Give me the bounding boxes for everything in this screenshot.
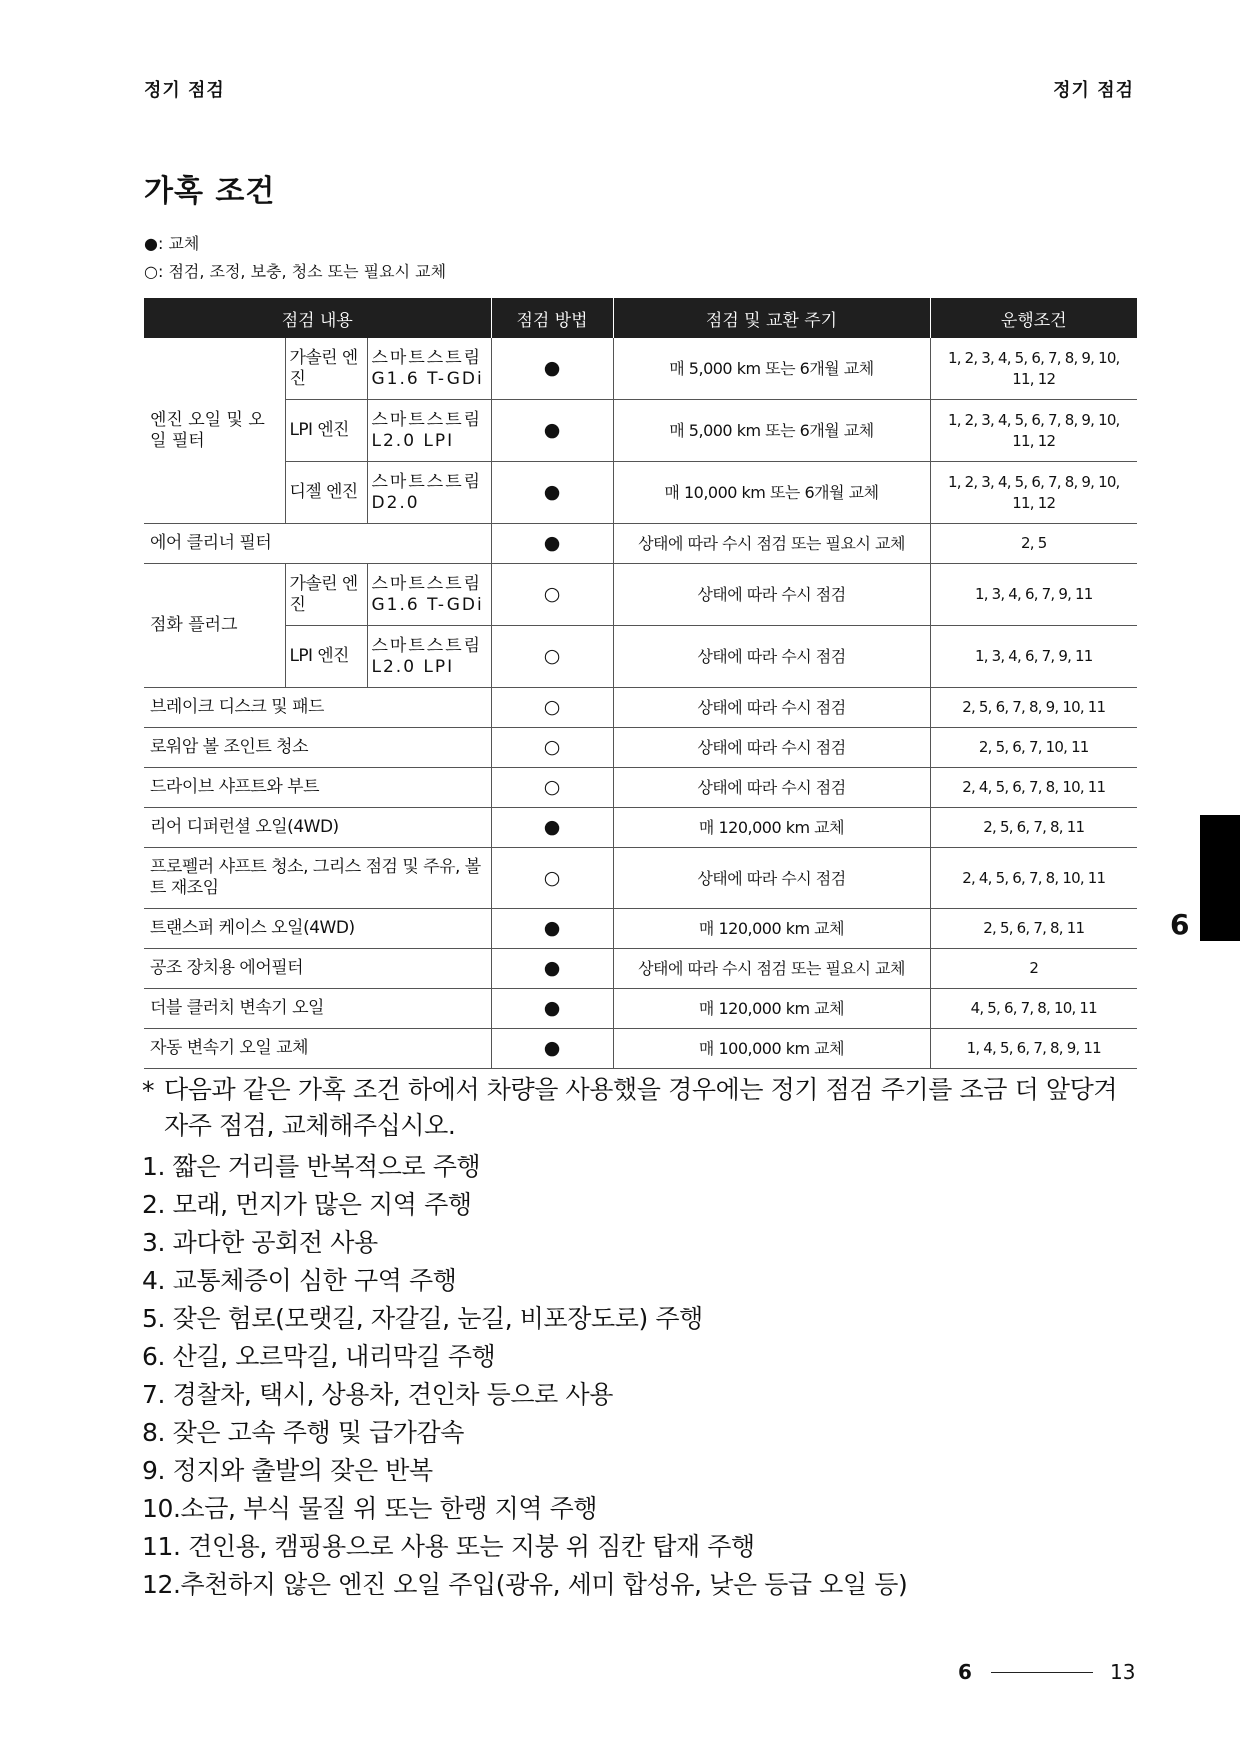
group-label: 엔진 오일 및 오일 필터 — [144, 338, 285, 524]
method-symbol: ○ — [491, 848, 613, 909]
header-cycle: 점검 및 교환 주기 — [613, 298, 930, 338]
table-row — [144, 1029, 1137, 1069]
footer-chapter: 6 — [958, 1660, 972, 1684]
section-title: 가혹 조건 — [144, 174, 276, 209]
list-item: 3. 과다한 공회전 사용 — [142, 1228, 378, 1257]
header-item: 점검 내용 — [144, 298, 491, 338]
list-item: 2. 모래, 먼지가 많은 지역 주행 — [142, 1190, 472, 1219]
list-item: 10.소금, 부식 물질 위 또는 한랭 지역 주행 — [142, 1494, 598, 1523]
chapter-tab-number: 6 — [1170, 908, 1190, 941]
method-symbol: ● — [491, 949, 613, 989]
notes-intro-text: 다음과 같은 가혹 조건 하에서 차량을 사용했을 경우에는 정기 점검 주기를 조금 더 앞당겨 자주 점검, 교체해주십시오. — [164, 1075, 1118, 1140]
item-label: 자동 변속기 오일 교체 — [144, 1029, 491, 1069]
header-method: 점검 방법 — [491, 298, 613, 338]
conditions-cell: 2, 5, 6, 7, 8, 11 — [930, 808, 1137, 848]
cycle-cell: 상태에 따라 수시 점검 — [613, 688, 930, 728]
cycle-cell: 매 100,000 km 교체 — [613, 1029, 930, 1069]
legend — [144, 230, 446, 286]
list-item: 4. 교통체증이 심한 구역 주행 — [142, 1266, 457, 1295]
table-row — [144, 989, 1137, 1029]
cycle-cell: 상태에 따라 수시 점검 또는 필요시 교체 — [613, 524, 930, 564]
table-row — [144, 808, 1137, 848]
conditions-cell: 1, 2, 3, 4, 5, 6, 7, 8, 9, 10, 11, 12 — [930, 400, 1137, 462]
table-row — [144, 688, 1137, 728]
method-symbol: ● — [491, 1029, 613, 1069]
header-conditions: 운행조건 — [930, 298, 1137, 338]
chapter-thumb-tab — [1200, 815, 1240, 941]
conditions-cell: 2, 4, 5, 6, 7, 8, 10, 11 — [930, 768, 1137, 808]
running-header-left: 정기 점검 — [144, 80, 225, 101]
item-label: 리어 디퍼런셜 오일(4WD) — [144, 808, 491, 848]
method-symbol: ○ — [491, 626, 613, 688]
severe-conditions-notes — [142, 1072, 1142, 1604]
method-symbol: ● — [491, 462, 613, 524]
list-item: 5. 잦은 험로(모랫길, 자갈길, 눈길, 비포장도로) 주행 — [142, 1304, 703, 1333]
cycle-cell: 상태에 따라 수시 점검 — [613, 626, 930, 688]
method-symbol: ● — [491, 808, 613, 848]
item-label: 더블 클러치 변속기 오일 — [144, 989, 491, 1029]
notes-intro — [142, 1072, 1142, 1144]
conditions-cell: 1, 3, 4, 6, 7, 9, 11 — [930, 564, 1137, 626]
engine-model: 스마트스트림 D2.0 — [367, 462, 491, 524]
conditions-list — [142, 1148, 1142, 1604]
engine-model: 스마트스트림 L2.0 LPI — [367, 400, 491, 462]
engine-model: 스마트스트림 L2.0 LPI — [367, 626, 491, 688]
footer-page-number: 13 — [1110, 1660, 1136, 1684]
item-label: 브레이크 디스크 및 패드 — [144, 688, 491, 728]
cycle-cell: 상태에 따라 수시 점검 — [613, 768, 930, 808]
cycle-cell: 상태에 따라 수시 점검 또는 필요시 교체 — [613, 949, 930, 989]
conditions-cell: 2, 5, 6, 7, 8, 9, 10, 11 — [930, 688, 1137, 728]
engine-model: 스마트스트림 G1.6 T-GDi — [367, 338, 491, 400]
method-symbol: ● — [491, 909, 613, 949]
engine-type: LPI 엔진 — [285, 400, 367, 462]
table-row — [144, 564, 1137, 626]
item-label: 트랜스퍼 케이스 오일(4WD) — [144, 909, 491, 949]
conditions-cell: 2, 5, 6, 7, 10, 11 — [930, 728, 1137, 768]
list-item: 9. 정지와 출발의 잦은 반복 — [142, 1456, 433, 1485]
conditions-cell: 1, 4, 5, 6, 7, 8, 9, 11 — [930, 1029, 1137, 1069]
method-symbol: ● — [491, 524, 613, 564]
group-label: 점화 플러그 — [144, 564, 285, 688]
maintenance-table — [144, 298, 1137, 1069]
item-label: 로워암 볼 조인트 청소 — [144, 728, 491, 768]
table-row — [144, 909, 1137, 949]
list-item: 1. 짧은 거리를 반복적으로 주행 — [142, 1152, 481, 1181]
list-item: 12.추천하지 않은 엔진 오일 주입(광유, 세미 합성유, 낮은 등급 오일 등) — [142, 1570, 908, 1599]
cycle-cell: 매 10,000 km 또는 6개월 교체 — [613, 462, 930, 524]
conditions-cell: 1, 2, 3, 4, 5, 6, 7, 8, 9, 10, 11, 12 — [930, 338, 1137, 400]
table-row — [144, 848, 1137, 909]
running-header-right: 정기 점검 — [1053, 80, 1134, 101]
cycle-cell: 매 120,000 km 교체 — [613, 808, 930, 848]
engine-type: 디젤 엔진 — [285, 462, 367, 524]
legend-inspect: ○: 점검, 조정, 보충, 청소 또는 필요시 교체 — [144, 262, 447, 281]
list-item: 11. 견인용, 캠핑용으로 사용 또는 지붕 위 짐칸 탑재 주행 — [142, 1532, 755, 1561]
table-row — [144, 400, 1137, 462]
list-item: 8. 잦은 고속 주행 및 급가감속 — [142, 1418, 465, 1447]
cycle-cell: 매 120,000 km 교체 — [613, 909, 930, 949]
table-row — [144, 949, 1137, 989]
table-header-row — [144, 298, 1137, 338]
cycle-cell: 상태에 따라 수시 점검 — [613, 848, 930, 909]
cycle-cell: 매 5,000 km 또는 6개월 교체 — [613, 400, 930, 462]
conditions-cell: 4, 5, 6, 7, 8, 10, 11 — [930, 989, 1137, 1029]
method-symbol: ○ — [491, 768, 613, 808]
method-symbol: ○ — [491, 688, 613, 728]
footer-divider — [991, 1672, 1093, 1673]
list-item: 6. 산길, 오르막길, 내리막길 주행 — [142, 1342, 496, 1371]
conditions-cell: 1, 2, 3, 4, 5, 6, 7, 8, 9, 10, 11, 12 — [930, 462, 1137, 524]
method-symbol: ○ — [491, 564, 613, 626]
conditions-cell: 1, 3, 4, 6, 7, 9, 11 — [930, 626, 1137, 688]
cycle-cell: 상태에 따라 수시 점검 — [613, 728, 930, 768]
cycle-cell: 상태에 따라 수시 점검 — [613, 564, 930, 626]
legend-replace: ●: 교체 — [144, 234, 200, 253]
conditions-cell: 2 — [930, 949, 1137, 989]
item-label: 에어 클리너 필터 — [144, 524, 491, 564]
engine-type: 가솔린 엔진 — [285, 564, 367, 626]
table-row — [144, 728, 1137, 768]
method-symbol: ● — [491, 989, 613, 1029]
list-item: 7. 경찰차, 택시, 상용차, 견인차 등으로 사용 — [142, 1380, 613, 1409]
item-label: 드라이브 샤프트와 부트 — [144, 768, 491, 808]
table-row — [144, 338, 1137, 400]
conditions-cell: 2, 5 — [930, 524, 1137, 564]
table-row — [144, 768, 1137, 808]
item-label: 공조 장치용 에어필터 — [144, 949, 491, 989]
conditions-cell: 2, 4, 5, 6, 7, 8, 10, 11 — [930, 848, 1137, 909]
method-symbol: ● — [491, 338, 613, 400]
cycle-cell: 매 5,000 km 또는 6개월 교체 — [613, 338, 930, 400]
table-row — [144, 462, 1137, 524]
table-row — [144, 524, 1137, 564]
engine-type: 가솔린 엔진 — [285, 338, 367, 400]
method-symbol: ● — [491, 400, 613, 462]
cycle-cell: 매 120,000 km 교체 — [613, 989, 930, 1029]
engine-model: 스마트스트림 G1.6 T-GDi — [367, 564, 491, 626]
table-row — [144, 626, 1137, 688]
item-label: 프로펠러 샤프트 청소, 그리스 점검 및 주유, 볼트 재조임 — [144, 848, 491, 909]
method-symbol: ○ — [491, 728, 613, 768]
conditions-cell: 2, 5, 6, 7, 8, 11 — [930, 909, 1137, 949]
asterisk-mark: * — [142, 1076, 155, 1105]
engine-type: LPI 엔진 — [285, 626, 367, 688]
